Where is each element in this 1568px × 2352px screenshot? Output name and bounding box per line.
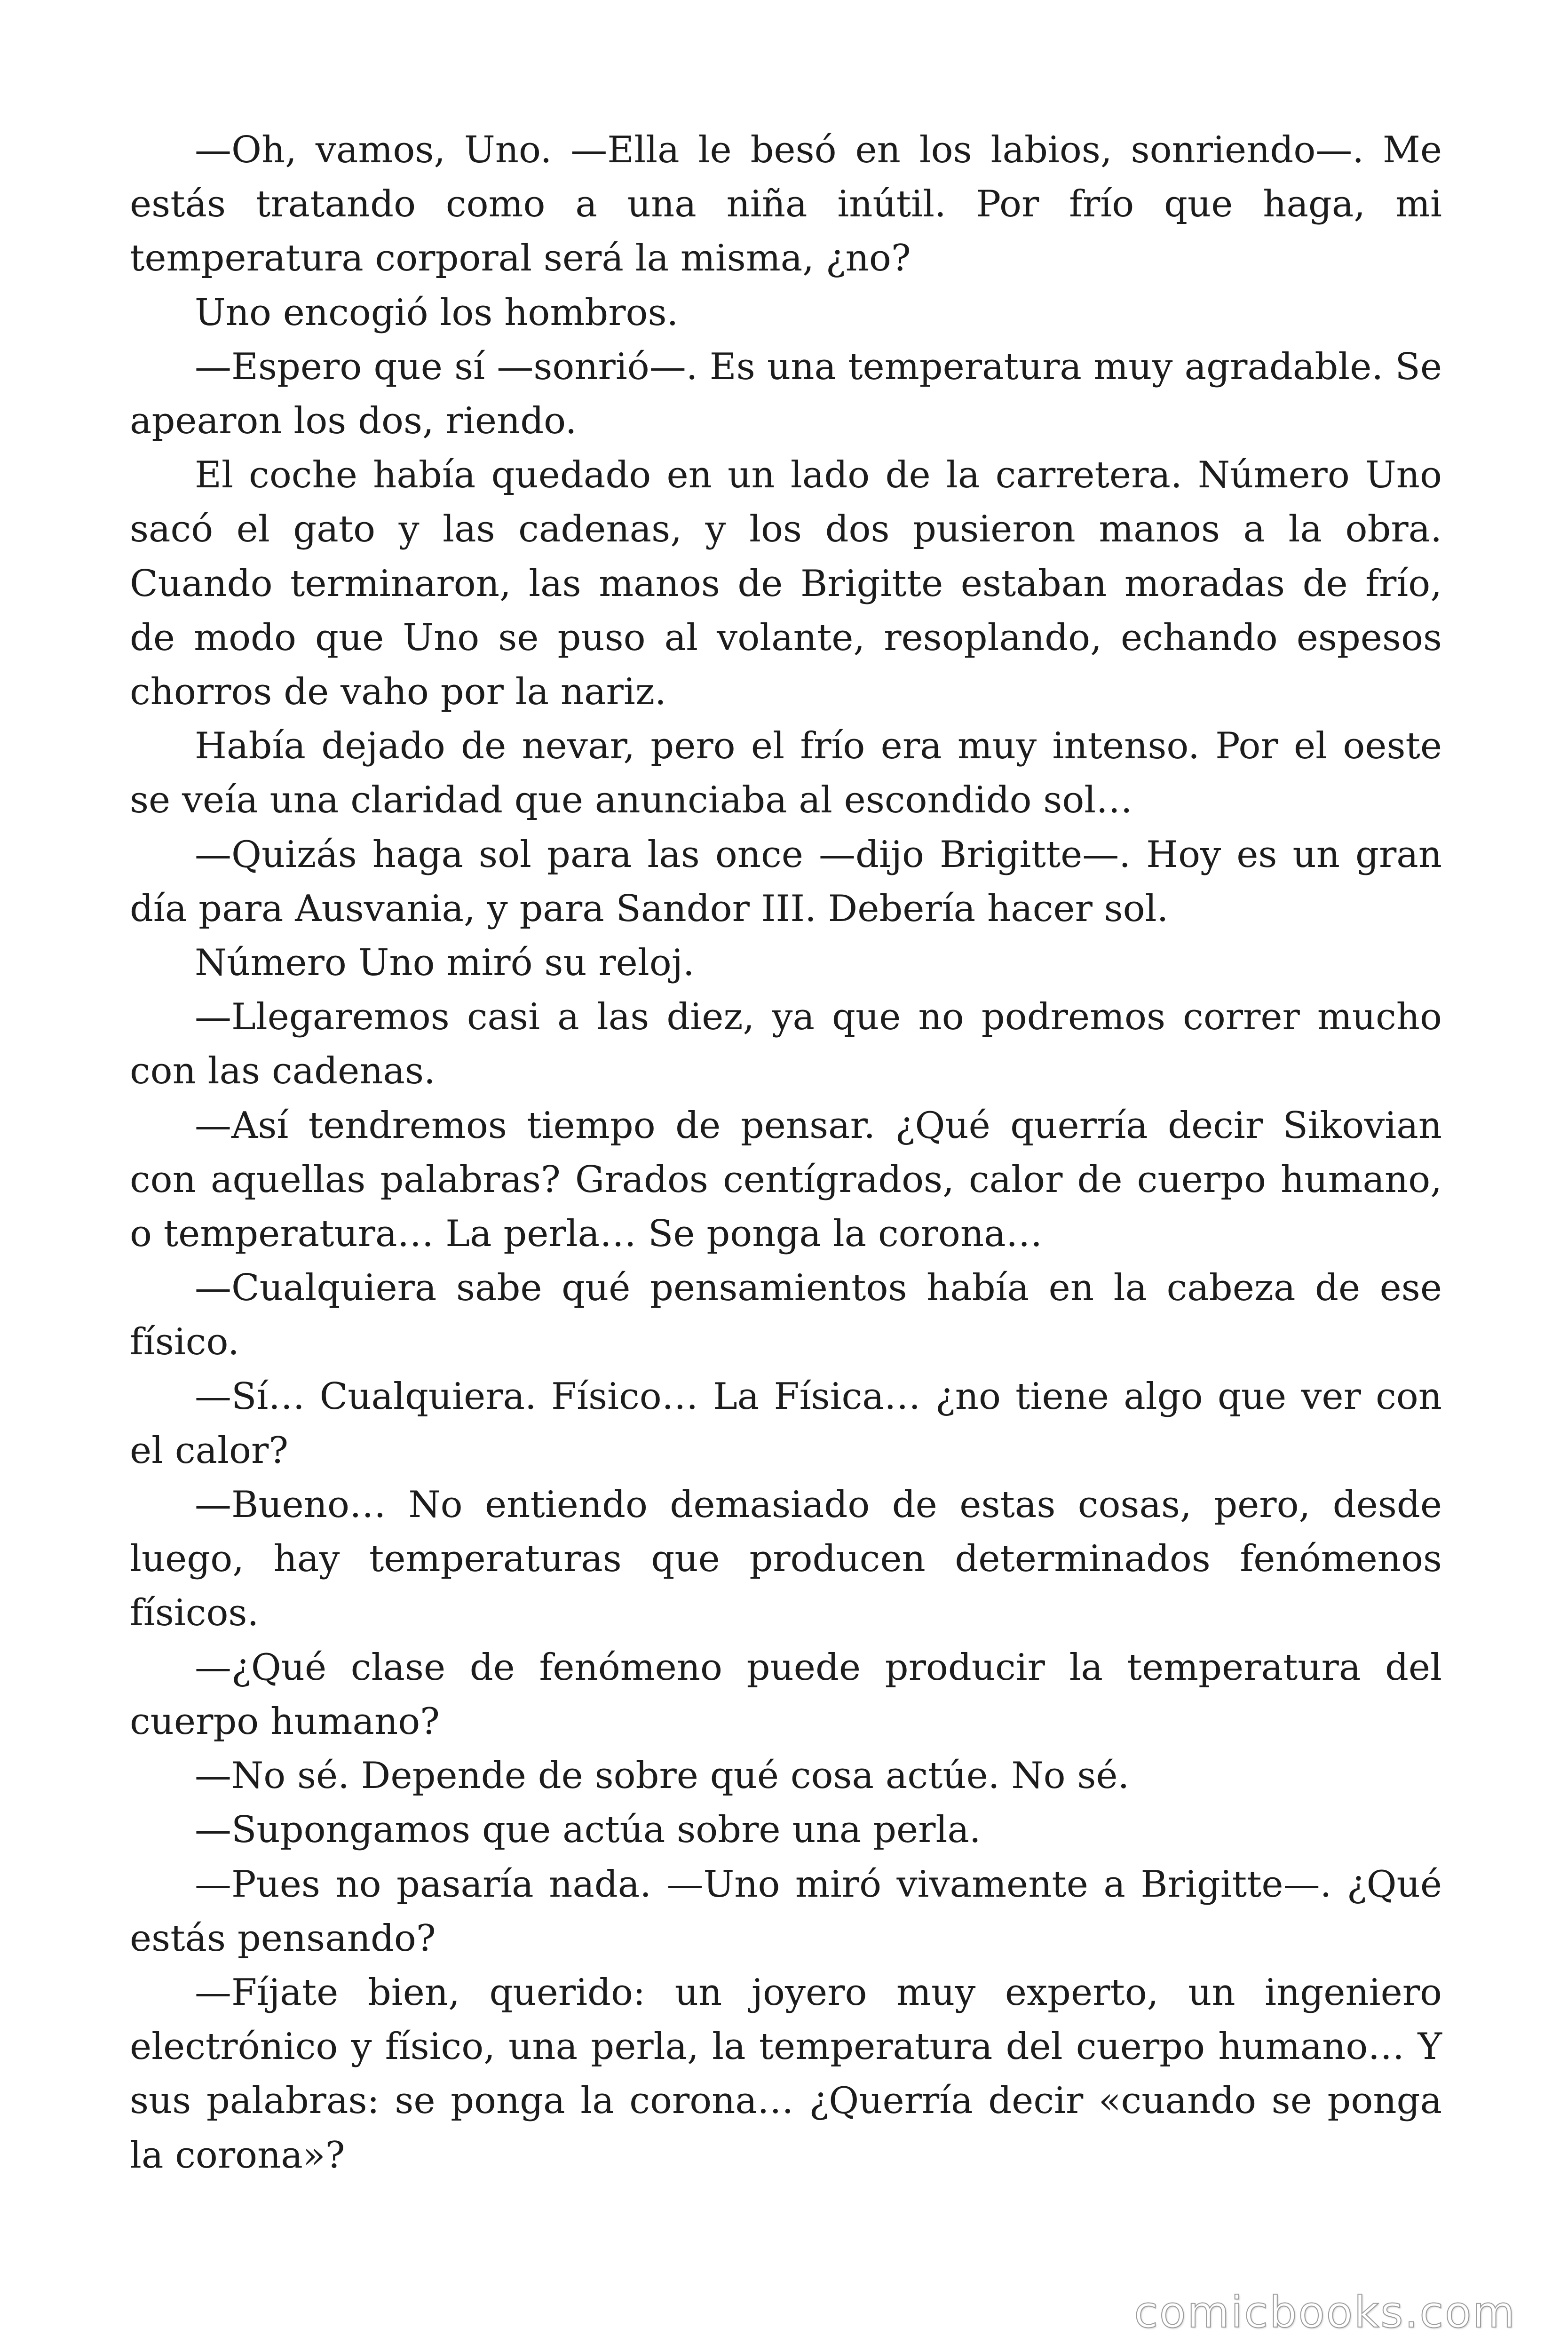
paragraph-11: —Sí… Cualquiera. Físico… La Física… ¿no tiene algo que ver con el calor? [130,1375,1442,1472]
paragraph-9: —Así tendremos tiempo de pensar. ¿Qué querría decir Sikovian con aquellas palabras? Grados centígrados, calor de cuerpo humano, o temperatura… La perla… Se ponga la corona… [130,1104,1442,1255]
paragraph-13: —¿Qué clase de fenómeno puede producir la temperatura del cuerpo humano? [130,1646,1442,1743]
paragraph-2: Uno encogió los hombros. [195,291,679,334]
paragraph-16: —Pues no pasaría nada. —Uno miró vivamente a Brigitte—. ¿Qué estás pensando? [130,1863,1442,1960]
paragraph-17: —Fíjate bien, querido: un joyero muy experto, un ingeniero electrónico y físico, una perla, la temperatura del cuerpo humano… Y sus palabras: se ponga la corona… ¿Querría decir «cuando se ponga la corona»? [130,1971,1442,2177]
paragraph-1: —Oh, vamos, Uno. —Ella le besó en los labios, sonriendo—. Me estás tratando como a una niña inútil. Por frío que haga, mi temperatura corporal será la misma, ¿no? [130,129,1442,280]
paragraph-15: —Supongamos que actúa sobre una perla. [195,1809,981,1851]
paragraph-5: Había dejado de nevar, pero el frío era muy intenso. Por el oeste se veía una claridad que anunciaba al escondido sol… [130,725,1442,822]
paragraph-12: —Bueno… No entiendo demasiado de estas cosas, pero, desde luego, hay temperaturas que producen determinados fenómenos físicos. [130,1484,1442,1635]
watermark: comicbooks.com [1134,2287,1516,2337]
paragraph-6: —Quizás haga sol para las once —dijo Brigitte—. Hoy es un gran día para Ausvania, y para Sandor III. Debería hacer sol. [130,833,1442,930]
paragraph-3: —Espero que sí —sonrió—. Es una temperatura muy agradable. Se apearon los dos, riendo. [130,345,1442,443]
body-text [130,123,1442,2183]
paragraph-4: El coche había quedado en un lado de la carretera. Número Uno sacó el gato y las cadenas, y los dos pusieron manos a la obra. Cuando terminaron, las manos de Brigitte estaban moradas de frío, de modo que Uno se puso al volante, resoplando, echando espesos chorros de vaho por la nariz. [130,454,1442,714]
paragraph-10: —Cualquiera sabe qué pensamientos había en la cabeza de ese físico. [130,1267,1442,1364]
paragraph-8: —Llegaremos casi a las diez, ya que no podremos correr mucho con las cadenas. [130,996,1442,1093]
paragraph-14: —No sé. Depende de sobre qué cosa actúe. No sé. [195,1755,1130,1797]
paragraph-7: Número Uno miró su reloj. [195,942,695,985]
